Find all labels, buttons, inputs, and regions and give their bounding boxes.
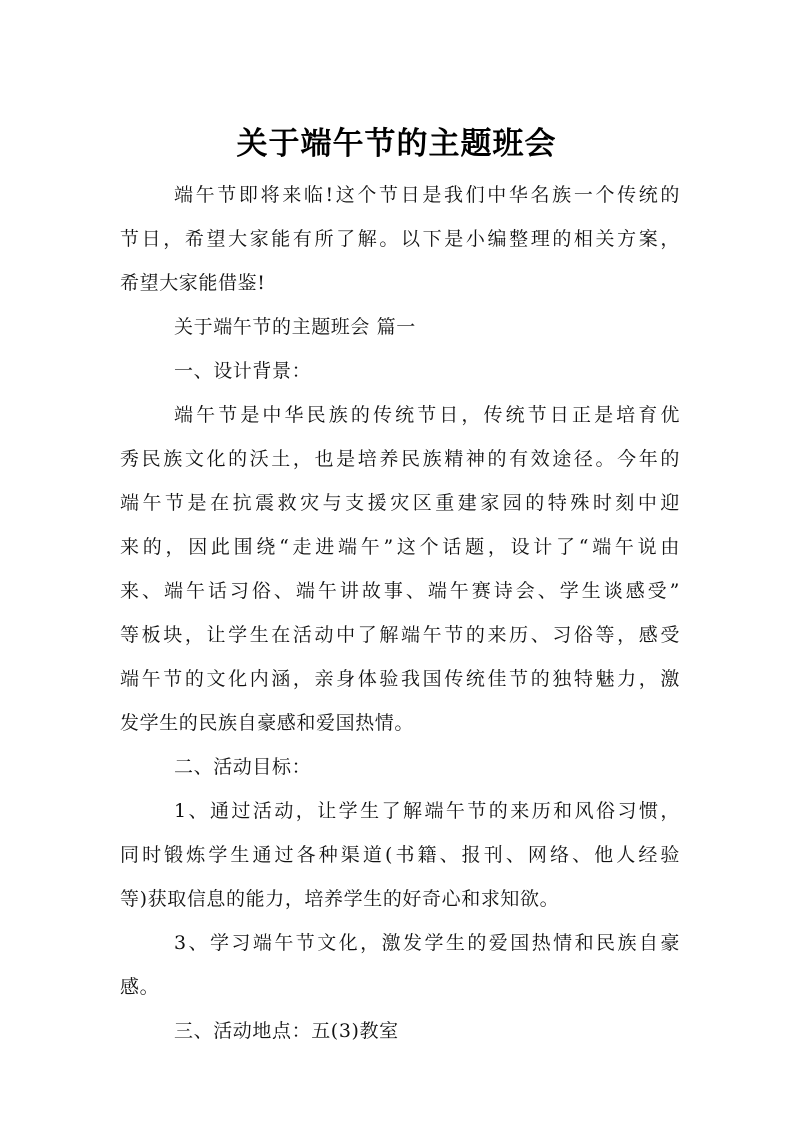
paragraph-line: 发学生的民族自豪感和爱国热情。: [120, 712, 415, 734]
paragraph-line: 端午节即将来临!这个节日是我们中华名族一个传统的: [174, 184, 680, 206]
paragraph-line: 1、通过活动，让学生了解端午节的来历和风俗习惯，: [174, 800, 680, 822]
paragraph-line: 端午节是中华民族的传统节日，传统节日正是培育优: [174, 404, 680, 426]
paragraph-line: 同时锻炼学生通过各种渠道(书籍、报刊、网络、他人经验: [120, 844, 680, 866]
section-heading: 关于端午节的主题班会 篇一: [174, 316, 416, 338]
paragraph-line: 秀民族文化的沃土，也是培养民族精神的有效途径。今年的: [120, 448, 680, 470]
section-heading: 三、活动地点：五(3)教室: [174, 1020, 399, 1042]
paragraph-line: 端午节的文化内涵，亲身体验我国传统佳节的独特魅力，激: [120, 668, 680, 690]
paragraph-line: 等板块，让学生在活动中了解端午节的来历、习俗等，感受: [120, 624, 680, 646]
paragraph-line: 等)获取信息的能力，培养学生的好奇心和求知欲。: [120, 888, 560, 910]
paragraph-line: 3、学习端午节文化，激发学生的爱国热情和民族自豪: [174, 932, 680, 954]
paragraph-line: 感。: [120, 976, 160, 998]
paragraph-line: 希望大家能借鉴!: [120, 272, 266, 294]
paragraph-line: 端午节是在抗震救灾与支援灾区重建家园的特殊时刻中迎: [120, 492, 680, 514]
paragraph-line: 来的，因此围绕“走进端午”这个话题，设计了“端午说由: [120, 536, 680, 558]
section-heading: 一、设计背景：: [174, 360, 312, 382]
document-title: 关于端午节的主题班会: [236, 126, 557, 162]
section-heading: 二、活动目标：: [174, 756, 312, 778]
paragraph-line: 来、端午话习俗、端午讲故事、端午赛诗会、学生谈感受”: [120, 580, 680, 602]
paragraph-line: 节日，希望大家能有所了解。以下是小编整理的相关方案，: [120, 228, 680, 250]
